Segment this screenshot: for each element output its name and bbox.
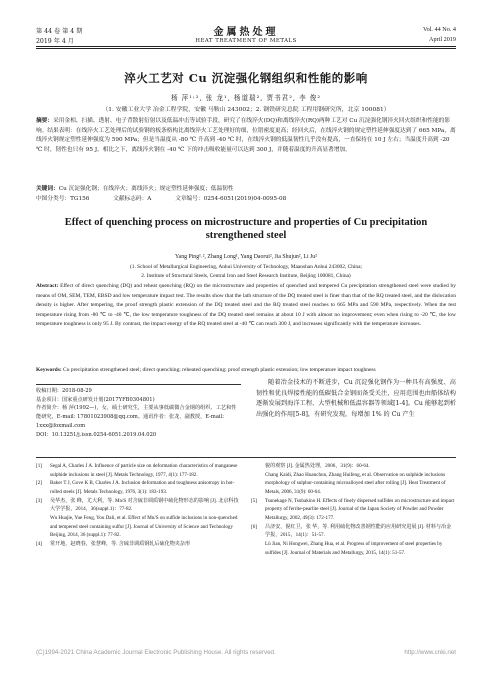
reference-item (251, 540, 456, 557)
keywords-en (36, 366, 456, 376)
reference-text: 吴华杰，张 峰，尤大利，等. Mn/S 对含硫非调质钢中硫化物形态的影响 [J]. 北京科技大学学报，2014，36(suppl.1)：77-82. (50, 497, 239, 513)
copyright-text: (C)1994-2021 China Academic Journal Electronic Publishing House. All rights reserved. (36, 649, 276, 656)
keywords-text-cn: Cu 沉淀强化钢；在线淬火；离线淬火；规定塑性延伸强度；低温韧性 (58, 186, 234, 192)
reference-text: 吕济安，倪红卫，张 华，等. 利用硫化物改善钢性能的应用研究进展 [J]. 材料与冶金学报，2015，14(1)：51-57. (265, 523, 452, 539)
date-en: April 2019 (429, 36, 456, 43)
abstract-text-cn: 采用金相、扫描、透射、电子背散射衍射以及低温冲击等试验手段，研究了在线淬火(DQ)和离线淬火(RQ)两种工艺对 Cu 沉淀强化钢淬火回火组织和性能的影响。结果表明：在线淬火工艺处理后的试验钢的板条格构比离线淬火工艺处理好的细，位错密度更高；经回火后，在线淬火钢的规定塑性延伸强度达到了 665 MPa，离线淬火钢规定塑性延伸强度为 590 MPa；但是当温度从 -80 ℃ 升高到 -40 ℃ 时，在线淬火钢的低温韧性几乎没有提高，一直保持在 10 J 左右；当温度升高到 -20 ℃ 时，韧性也只有 95 J。相比之下，离线淬火钢在 -40 ℃ 下的冲击吸收能量可以达到 300 J，并随着温度的升高显著增加。 (36, 118, 456, 153)
reference-text: 常开地，赵晓春，张慧峰，等. 含硫非调质钢轧后硫化物夹杂形 (50, 540, 191, 547)
abstract-cn (36, 117, 456, 155)
reference-item (251, 471, 456, 497)
keywords-label-en: Keywords: (36, 367, 62, 373)
intro-paragraph: 随着冶金技术的不断进步，Cu 沉淀强化钢作为一种具有高强度、高韧性和优良焊接性能的低碳低合金钢而备受关注，应用范围也由船体结构逐渐发展到海洋工程、大型机械和低温容器等领域[1-4]。Cu 能够起到析出强化的作用[5-8]，有研究发现，每增加 1% 的 Cu 产生 (256, 379, 456, 419)
document-code: 文献标志码：A (113, 196, 152, 202)
reference-number (251, 471, 265, 497)
authors-cn: 杨 萍¹˒², 张 龙¹, 杨道瑞², 贾书君², 李 俊² (170, 94, 322, 102)
affiliation-en (36, 263, 456, 281)
reference-item (36, 540, 241, 549)
reference-number: [2] (36, 480, 42, 487)
affiliation-en-line: (1. School of Metallurgical Engineering, Anhui University of Technology, Maanshan Anhui 243002, China; (129, 264, 363, 270)
reference-number: [3] (36, 497, 42, 504)
reference-text: Wu Huajie, Yue Feng, You Dali, et al. Effect of Mn/S on sulfide inclusions in non-quenched and tempered steel containing sulfur [J]. Journal of University of Science and Technology Beijing, 2014, 36 (suppl.1): 77-82. (50, 514, 238, 539)
keywords-label-cn: 关键词： (36, 186, 59, 192)
doi: DOI：10.13251/j.issn.0254-6051.2019.04.020 (36, 431, 157, 438)
reference-number (36, 514, 50, 540)
abstract-label-cn: 摘要： (36, 118, 54, 124)
article-title-en: Effect of quenching process on microstructure and properties of Cu precipitation strengthened steel (64, 217, 428, 241)
reference-text: Lü Jian, Ni Hongwei, Zhang Hua, et al. Progress of improvement of steel properties by sulfides [J]. Journal of Materials and Metallurgy, 2015, 14(1): 51-57. (265, 540, 443, 556)
reference-text: Segal A, Charles J A. Influence of particle size on deformation characteristics of manganese sulphide inclusions in steel [J]. Metals Technology, 1977, 4(1): 177-182. (50, 463, 238, 478)
volume-en: Vol. 44 No. 4 (422, 26, 456, 33)
cnki-link[interactable]: http://www.cnki.net (404, 649, 456, 656)
header-rule (36, 46, 456, 47)
references-right (251, 462, 456, 557)
keywords-cn (36, 185, 456, 195)
reference-text: Tsunekage N, Tsubakino H. Effects of finely dispersed sulfides on microstructure and impact property of ferrite-pearlite steel [J]. Journal of the Japan Society of Powder and Powder Metallurgy, 2002, 49(3): 172-177. (265, 497, 455, 521)
reference-item (36, 479, 241, 496)
fund-info: 基金项目：国家重点研发计划(2017YFB0304801) (36, 396, 155, 403)
footnote (36, 387, 241, 439)
reference-number: [6] (251, 523, 257, 530)
reference-item (251, 497, 456, 523)
abstract-text-en: Effect of direct quenching (DQ) and reheat quenching (RQ) on the microstructure and properties of quenched and tempered Cu precipitation strengthened steel were studied by means of OM, SEM, TEM, EBSD and low temperature impact test. The results show that the lath structure of the DQ treated steel is finer than that of the RQ treated steel, and the dislocation density is higher. After tempering, the proof strength plastic extension of the DQ treated steel and the RQ treated steel reaches to 665 MPa and 590 MPa, respectively. When the test temperature rising from -80 ℃ to -40 ℃, the low temperature toughness of the DQ treated steel remains at about 10 J with almost no improvement; even when rising to -20 ℃, the low temperature toughness is only 95 J. By contrast, the impact energy of the RQ treated steel at -40 ℃ can reach 300 J, and increases significantly with the temperature increases. (36, 283, 456, 328)
abstract-label-en: Abstract: (36, 283, 59, 289)
reference-number: [4] (36, 540, 42, 547)
footnote-rule (36, 384, 241, 385)
references-left (36, 462, 241, 549)
received-date: 收稿日期：2018-08-29 (36, 388, 92, 394)
reference-text: 貌的观察 [J]. 金属热处理，2006，31(9)：60-64. (265, 463, 370, 469)
classification-cn (36, 195, 456, 205)
clc-number: 中图分类号：TG156 (36, 196, 90, 202)
date-cn: 2019 年 4 月 (36, 38, 74, 45)
reference-number (251, 462, 265, 471)
keywords-text-en: Cu precipitation strengthened steel; direct quenching; reheated quenching; proof strength plastic extension; low temperature impact toughness (63, 367, 376, 373)
article-title-cn: 淬火工艺对 Cu 沉淀强化钢组织和性能的影响 (124, 71, 368, 85)
reference-number (251, 540, 265, 557)
affiliation-en-line: 2. Institute of Structural Steels, Central Iron and Steel Research Institute, Beijing 100081, China) (141, 273, 351, 279)
reference-text: Chang Kaidi, Zhao Huanchun, Zhang Huifeng, et al. Observation on sulphide inclusions morphology of sulphur-containing microalloyed steel after rolling [J]. Heat Treatment of Metals, 2006, 31(9): 60-64. (265, 471, 446, 495)
reference-number: [5] (251, 497, 257, 504)
reference-item (251, 523, 456, 540)
reference-item (251, 462, 456, 471)
references-rule (36, 457, 456, 458)
authors-en: Yang Ping¹˒², Zhang Long¹, Yang Daorui², Jia Shujun², Li Ju² (175, 254, 317, 260)
reference-item (36, 462, 241, 479)
header-rule-thin (36, 48, 456, 49)
reference-number: [1] (36, 463, 42, 469)
journal-name-cn: 金属热处理 (213, 27, 279, 38)
journal-name-en: HEAT TREATMENT OF METALS (195, 38, 297, 44)
reference-item (36, 497, 241, 514)
article-number: 文章编号：0254-6051(2019)04-0095-08 (175, 196, 287, 202)
affiliation-cn: （1. 安徽工业大学 冶金工程学院，安徽 马鞍山 243002；2. 钢铁研究总院 工程用钢研究所，北京 100081） (102, 107, 390, 113)
abstract-en (36, 282, 456, 330)
reference-item (36, 514, 241, 540)
author-bio: 作者简介：杨 萍(1992—)，女，硕士研究生，主要从事低碳微合金钢的组织、工艺和性能研究，E-mail: 17801023908@qq.com。通讯作者：张龙，副教授，E-mail: 1xxx@foxmail.com (36, 405, 237, 429)
reference-text: Baker T J, Gove K B, Charles J A. Inclusion deformation and toughness anisotropy in hot-rolled steels [J]. Metals Technology, 1976, 3(1): 183-193. (50, 480, 235, 495)
volume-cn: 第 44 卷 第 4 期 (36, 28, 83, 35)
